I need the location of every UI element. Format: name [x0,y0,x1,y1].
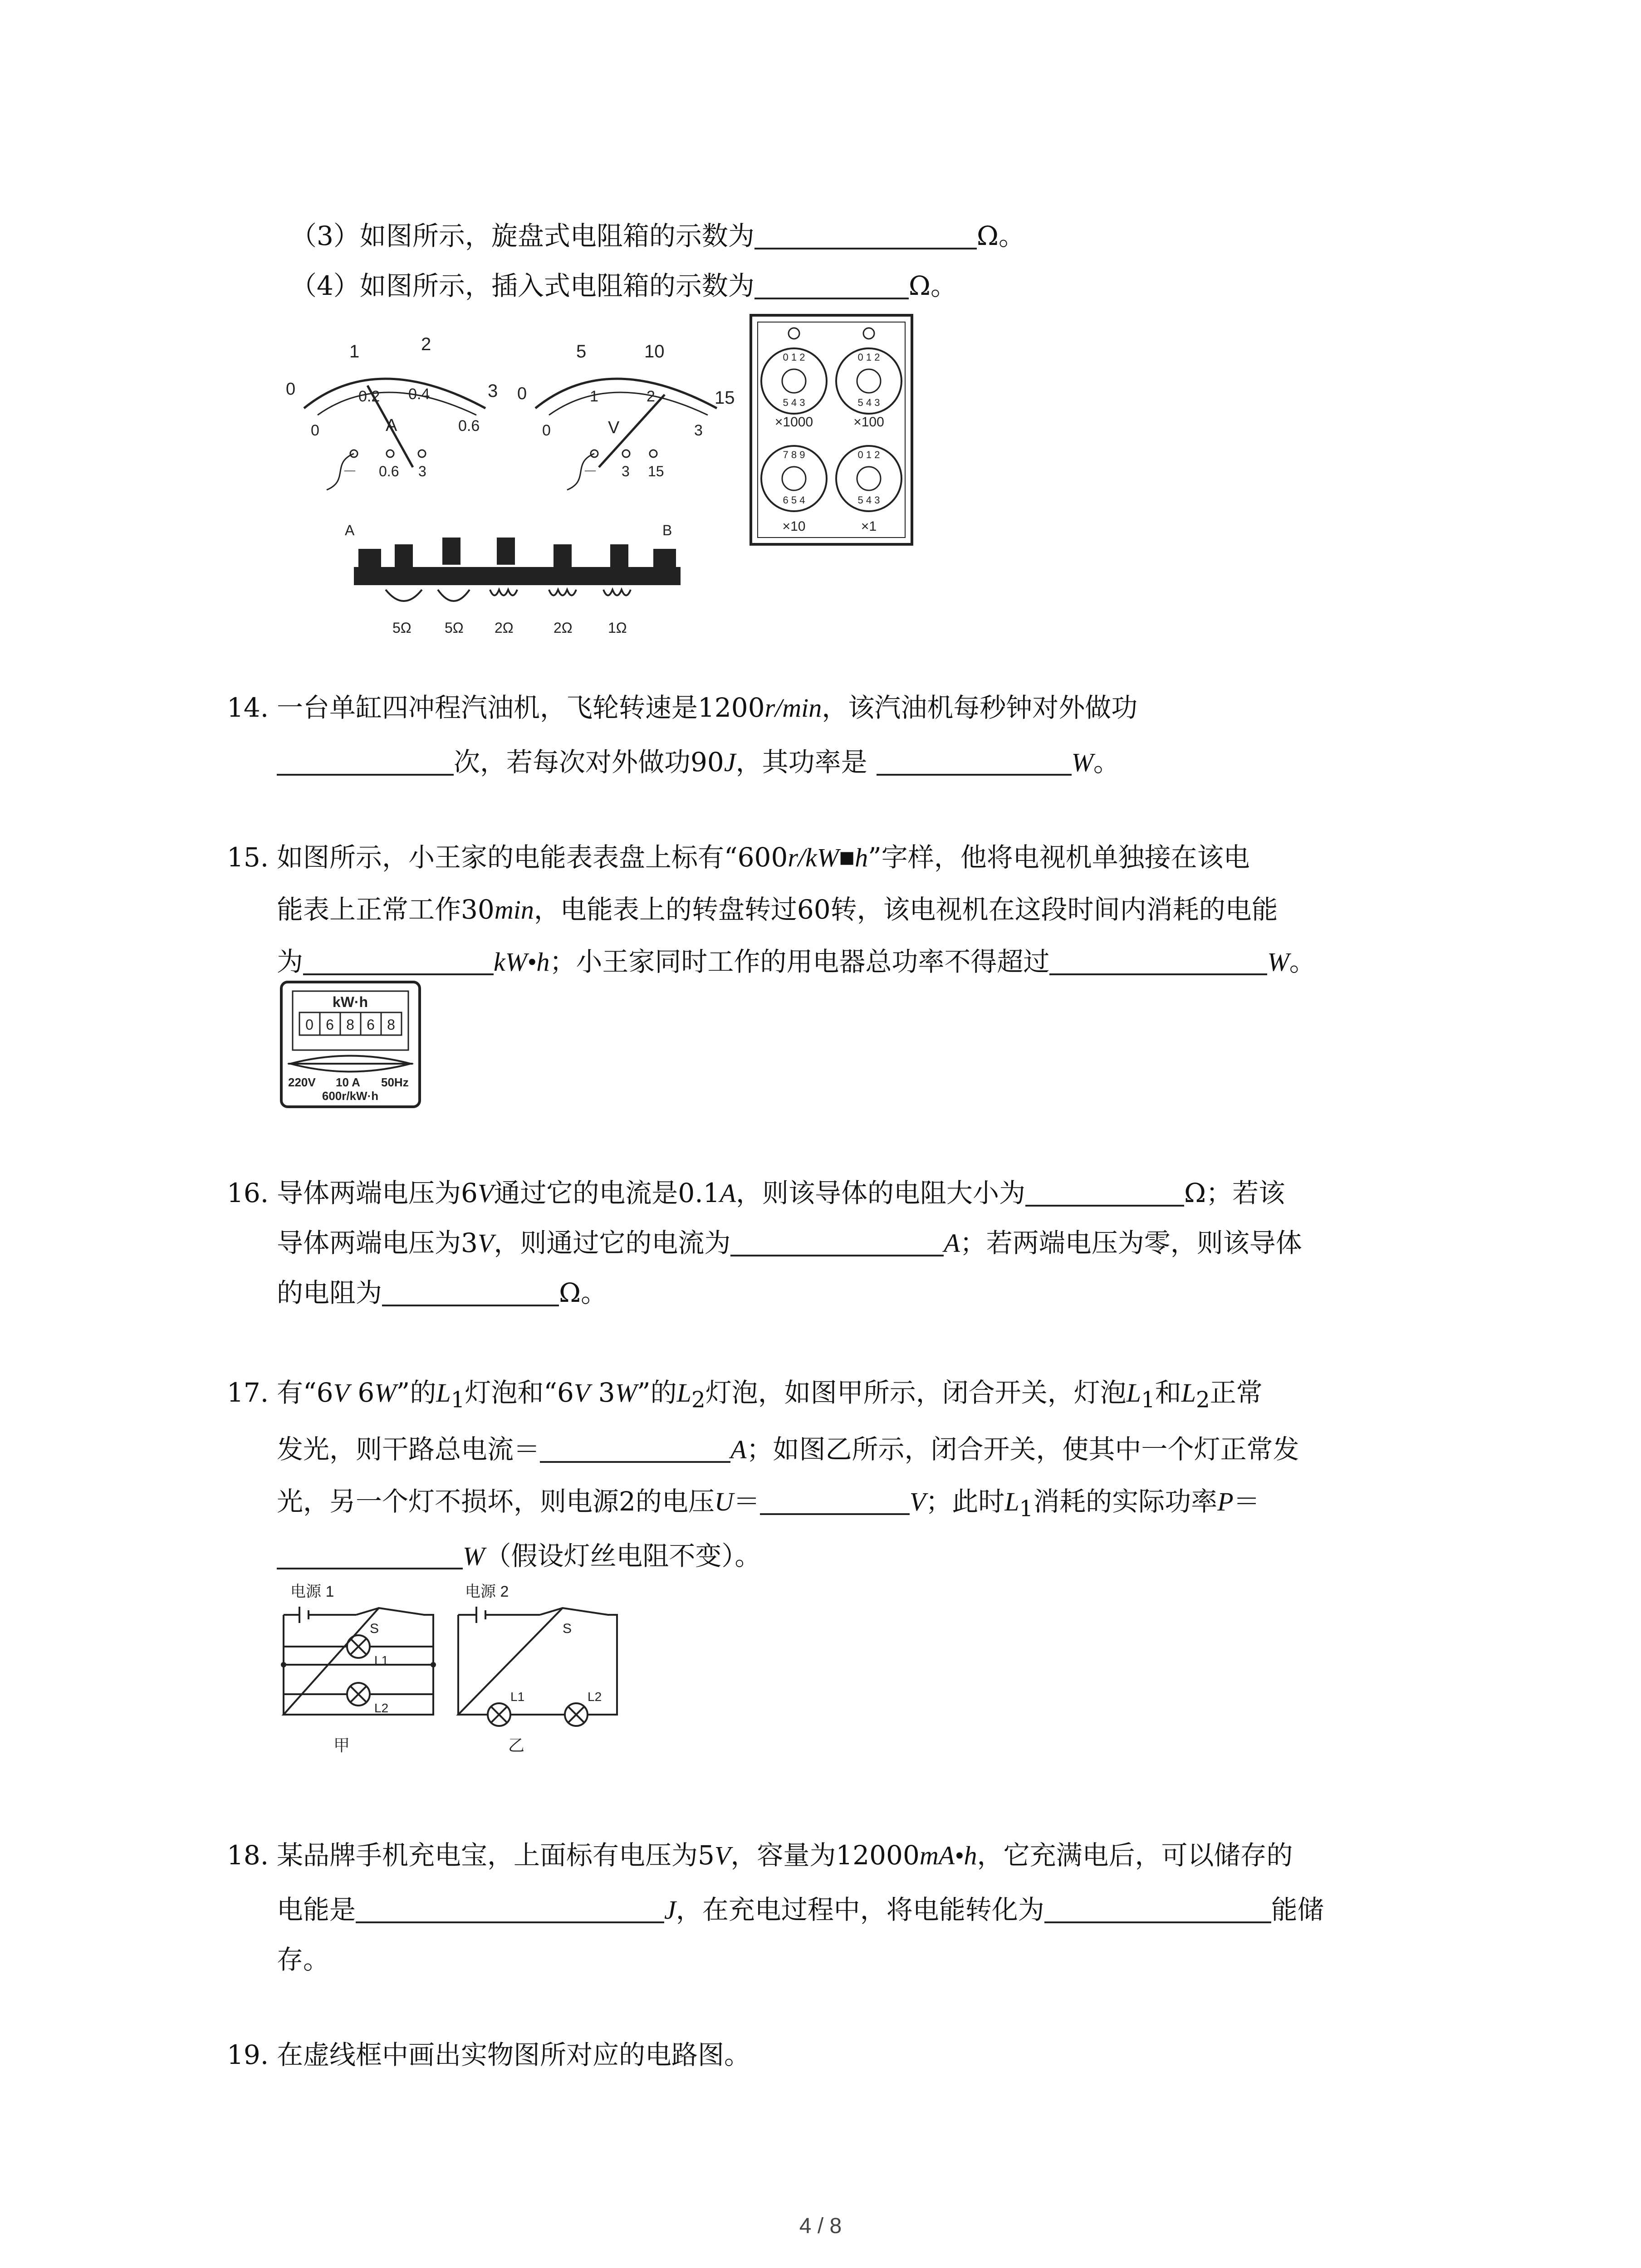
answer-blank[interactable] [730,1227,944,1256]
q17-line3: 光，另一个灯不损坏，则电源2的电压U＝ V；此时$L_1$消耗的实际功率P＝ [277,1486,1260,1522]
answer-blank[interactable] [877,747,1072,776]
voltmeter [517,342,735,490]
svg-text:电源 2: 电源 2 [465,1583,509,1600]
svg-text:0: 0 [311,422,319,439]
circuits-figure [272,1579,635,1769]
svg-text:15: 15 [648,463,664,479]
svg-text:10 A: 10 A [336,1075,360,1089]
q15-line2: 能表上正常工作30min，电能表上的转盘转过60转，该电视机在这段时间内消耗的电能 [277,894,1278,925]
svg-text:B: B [662,522,672,538]
answer-blank[interactable] [277,747,454,776]
q18-line3: 存。 [277,1944,330,1975]
q16-line3: 的电阻为 Ω。 [277,1277,607,1308]
svg-text:V: V [608,418,620,437]
svg-text:3: 3 [488,381,498,401]
svg-text:7 8 9: 7 8 9 [783,449,805,460]
q15-line1: 15. 如图所示，小王家的电能表表盘上标有“600r/kW■h”字样，他将电视机单独接在该电 [227,842,1250,873]
svg-text:2: 2 [647,388,655,405]
svg-text:3: 3 [622,463,630,479]
svg-text:1Ω: 1Ω [608,620,627,636]
svg-text:5: 5 [576,342,587,362]
svg-text:5 4 3: 5 4 3 [857,494,880,506]
svg-text:3: 3 [694,422,703,439]
q14-line2: 次，若每次对外做功90J，其功率是 W。 [277,744,1120,781]
svg-text:10: 10 [644,342,665,362]
svg-text:50Hz: 50Hz [381,1075,409,1089]
q18-line2: 电能是 J，在充电过程中，将电能转化为 能储 [277,1894,1324,1925]
q15-line3: 为 kW•h；小王家同时工作的用电器总功率不得超过 W。 [277,946,1316,977]
svg-text:0.6: 0.6 [379,463,399,479]
svg-text:A: A [345,522,355,538]
svg-text:8: 8 [387,1017,395,1033]
answer-blank[interactable] [754,220,977,249]
answer-blank[interactable] [356,1894,664,1923]
svg-text:5Ω: 5Ω [445,620,464,636]
svg-text:15: 15 [715,388,735,408]
answer-blank[interactable] [303,946,494,975]
q13-part3: （3）如图所示，旋盘式电阻箱的示数为 Ω。 [290,220,1025,251]
svg-text:L2: L2 [374,1701,389,1715]
svg-text:0: 0 [517,384,527,403]
svg-text:6: 6 [367,1017,375,1033]
answer-blank[interactable] [1044,1894,1271,1923]
electric-meter [279,980,424,1111]
svg-text:0.6: 0.6 [458,417,480,435]
answer-blank[interactable] [277,1540,463,1569]
svg-text:5 4 3: 5 4 3 [857,397,880,408]
q17-line4: W（假设灯丝电阻不变）。 [277,1538,761,1574]
svg-text:0 1 2: 0 1 2 [783,352,805,363]
q14-line1: 14. 一台单缸四冲程汽油机，飞轮转速是1200r/min，该汽油机每秒钟对外做功 [227,692,1138,723]
svg-text:S: S [370,1621,379,1636]
svg-text:0.2: 0.2 [358,388,380,405]
svg-text:A: A [386,416,397,435]
svg-text:0 1 2: 0 1 2 [857,449,880,460]
q17-line2: 发光，则干路总电流＝ A；如图乙所示，闭合开关，使其中一个灯正常发 [277,1434,1299,1465]
svg-text:×1000: ×1000 [774,415,813,430]
svg-text:3: 3 [418,463,426,479]
svg-text:6: 6 [326,1017,334,1033]
q13-part4: （4）如图所示，插入式电阻箱的示数为 Ω。 [290,270,957,301]
svg-text:甲: 甲 [333,1736,350,1755]
svg-text:×100: ×100 [853,415,884,430]
svg-text:0: 0 [286,380,296,399]
circuit-yi [458,1607,617,1726]
q19-line1: 19. 在虚线框中画出实物图所对应的电路图。 [227,2039,751,2070]
svg-text:6 5 4: 6 5 4 [783,494,805,506]
svg-text:L1: L1 [510,1690,525,1704]
svg-text:220V: 220V [288,1075,316,1089]
answer-blank[interactable] [1025,1178,1184,1207]
svg-text:2Ω: 2Ω [495,620,514,636]
answer-blank[interactable] [382,1277,559,1306]
svg-text:1: 1 [590,388,598,405]
svg-text:0 1 2: 0 1 2 [857,352,880,363]
answer-blank[interactable] [1049,946,1267,975]
svg-text:2: 2 [421,334,431,354]
page-number: 4 / 8 [799,2214,842,2238]
svg-text:S: S [563,1621,572,1636]
dial-resistance-box [749,313,916,549]
svg-text:乙: 乙 [508,1736,525,1755]
svg-text:5 4 3: 5 4 3 [783,397,805,408]
svg-text:×10: ×10 [782,519,806,534]
svg-text:L1: L1 [374,1653,389,1667]
svg-text:×1: ×1 [861,519,877,534]
svg-text:－: － [343,463,358,479]
q16-line1: 16. 导体两端电压为6V通过它的电流是0.1A，则该导体的电阻大小为 Ω；若该 [227,1178,1285,1208]
meters-figure [277,318,753,499]
svg-text:600r/kW·h: 600r/kW·h [322,1089,379,1103]
svg-text:kW·h: kW·h [332,994,368,1010]
svg-text:电源 1: 电源 1 [290,1583,334,1600]
svg-text:－: － [583,463,598,479]
svg-text:L2: L2 [588,1690,602,1704]
circuit-jia [284,1607,433,1715]
q18-line1: 18. 某品牌手机充电宝，上面标有电压为5V，容量为12000mA•h，它充满电后，可以储存的 [227,1840,1293,1871]
q17-line1: 17. 有“6V 6W”的$L_1$灯泡和“6V 3W”的$L_2$灯泡，如图甲所示，闭合开关，灯泡$L_1$和$L_2$正常 [227,1377,1263,1413]
svg-text:0.4: 0.4 [408,386,430,403]
answer-blank[interactable] [754,270,909,299]
svg-text:5Ω: 5Ω [392,620,411,636]
svg-text:8: 8 [346,1017,354,1033]
svg-text:0: 0 [542,422,551,439]
ammeter [286,334,498,490]
q16-line2: 导体两端电压为3V，则通过它的电流为 A；若两端电压为零，则该导体 [277,1227,1302,1258]
svg-text:2Ω: 2Ω [554,620,573,636]
svg-text:1: 1 [349,342,360,362]
svg-text:0: 0 [305,1017,314,1033]
answer-blank[interactable] [540,1434,730,1463]
answer-blank[interactable] [760,1486,910,1515]
plug-resistance-box [336,522,699,640]
